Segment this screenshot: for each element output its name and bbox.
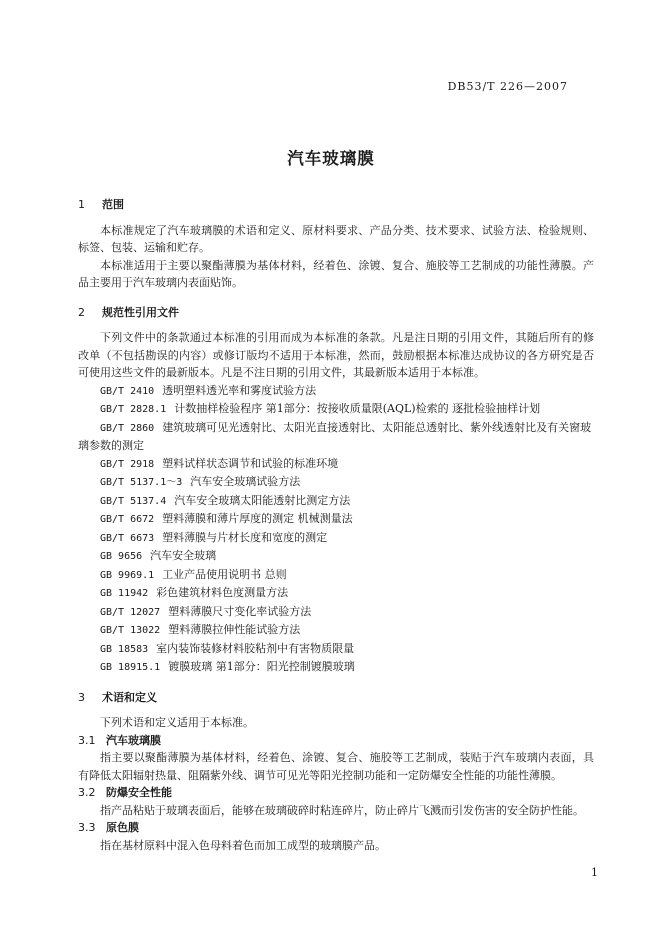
- reference-code: GB/T 2410: [100, 385, 155, 397]
- reference-code: GB 18583: [100, 643, 149, 655]
- section-3-heading: [78, 689, 594, 707]
- reference-code: GB/T 6672: [100, 514, 155, 525]
- reference-title: 汽车安全玻璃试验方法: [190, 475, 301, 488]
- section-3-intro: 下列术语和定义适用于本标准。: [100, 716, 254, 729]
- reference-code: GB/T 2860: [100, 422, 155, 434]
- section-2-heading: [78, 304, 594, 322]
- reference-item: [78, 473, 594, 492]
- section-title: 规范性引用文件: [102, 305, 179, 319]
- reference-title: 透明塑料透光率和雾度试验方法: [162, 383, 317, 397]
- reference-title: 镀膜玻璃 第1部分：阳光控制镀膜玻璃: [168, 660, 355, 673]
- reference-item: [78, 382, 594, 401]
- term-title: 原色膜: [106, 821, 139, 834]
- document-body: [78, 196, 594, 854]
- term-number: 3.1: [78, 733, 96, 747]
- reference-code: GB/T 13022: [100, 625, 161, 636]
- reference-title: 计数抽样检验程序 第1部分：按接收质量限(AQL)检索的 逐批检验抽样计划: [174, 402, 541, 415]
- document-code: DB53/T 226—2007: [447, 80, 568, 93]
- reference-title: 室内装饰装修材料胶粘剂中有害物质限量: [156, 641, 355, 655]
- reference-code: GB/T 12027: [100, 606, 161, 618]
- term-definition: 指在基材原料中混入色母料着色而加工成型的玻璃膜产品。: [100, 838, 386, 852]
- reference-title: 塑料薄膜与片材长度和宽度的测定: [162, 530, 328, 544]
- reference-title: 塑料薄膜尺寸变化率试验方法: [168, 604, 312, 618]
- reference-item: [78, 510, 594, 529]
- reference-item: [78, 584, 594, 603]
- reference-code: GB/T 2918: [100, 458, 155, 470]
- reference-item: [78, 529, 594, 548]
- term-definition: 指产品粘贴于玻璃表面后，能够在玻璃破碎时粘连碎片，防止碎片飞溅而引发伤害的安全防护性能。: [100, 803, 584, 817]
- reference-code: GB/T 5137.1～3: [100, 477, 183, 488]
- section-1-paragraph: 本标准适用于主要以聚酯薄膜为基体材料，经着色、涂镀、复合、施胶等工艺制成的功能性薄膜。产品主要用于汽车玻璃内表面贴饰。: [78, 258, 594, 289]
- section-2-intro: 下列文件中的条款通过本标准的引用而成为本标准的条款。凡是注日期的引用文件，其随后所有的修改单（不包括勘误的内容）或修订版均不适用于本标准，然而，鼓励根据本标准达成协议的各方研究是否可使用这些文件的最新版本。凡是不注日期的引用文件，其最新版本适用于本标准。: [78, 331, 594, 379]
- section-number: 1: [78, 198, 85, 211]
- term-heading: [78, 732, 594, 750]
- reference-item: [78, 566, 594, 585]
- reference-code: GB/T 6673: [100, 532, 155, 544]
- page-title: 汽车玻璃膜: [287, 149, 375, 168]
- reference-title: 建筑玻璃可见光透射比、太阳光直接透射比、太阳能总透射比、紫外线透射比及有关窗玻璃参数的测定: [78, 420, 592, 452]
- reference-item: [78, 658, 594, 677]
- reference-item: [78, 419, 594, 455]
- reference-code: GB 9969.1: [100, 569, 155, 581]
- section-number: 3: [78, 690, 85, 704]
- reference-title: 塑料试样状态调节和试验的标准环境: [162, 456, 339, 470]
- term-number: 3.3: [78, 821, 96, 834]
- term-heading: [78, 784, 594, 802]
- reference-item: [78, 492, 594, 511]
- reference-code: GB 11942: [100, 588, 149, 599]
- term-heading: [78, 819, 594, 837]
- reference-item: [78, 400, 594, 419]
- section-title: 术语和定义: [102, 690, 157, 704]
- section-1-heading: [78, 196, 594, 214]
- page-number: 1: [591, 866, 598, 879]
- reference-title: 塑料薄膜拉伸性能试验方法: [168, 623, 301, 636]
- reference-code: GB 18915.1: [100, 662, 161, 673]
- reference-code: GB/T 5137.4: [100, 495, 167, 507]
- reference-title: 塑料薄膜和薄片厚度的测定 机械测量法: [162, 512, 353, 525]
- reference-title: 彩色建筑材料色度测量方法: [156, 586, 289, 599]
- reference-item: [78, 640, 594, 659]
- term-title: 防爆安全性能: [106, 786, 172, 799]
- reference-title: 汽车安全玻璃太阳能透射比测定方法: [174, 493, 351, 507]
- reference-item: [78, 547, 594, 566]
- reference-item: [78, 621, 594, 640]
- term-title: 汽车玻璃膜: [106, 733, 161, 747]
- term-definition: 指主要以聚酯薄膜为基体材料，经着色、涂镀、复合、施胶等工艺制成，装贴于汽车玻璃内表面，具有降低太阳辐射热量、阻隔紫外线、调节可见光等阳光控制功能和一定防爆安全性能的功能性薄膜。: [78, 751, 594, 782]
- section-number: 2: [78, 305, 85, 319]
- reference-item: [78, 603, 594, 622]
- reference-title: 工业产品使用说明书 总则: [162, 567, 287, 581]
- reference-item: [78, 455, 594, 474]
- section-1-paragraph: 本标准规定了汽车玻璃膜的术语和定义、原材料要求、产品分类、技术要求、试验方法、检验规则、标签、包装、运输和贮存。: [78, 223, 594, 254]
- term-number: 3.2: [78, 786, 96, 799]
- reference-code: GB 9656: [100, 551, 143, 562]
- section-title: 范围: [102, 198, 124, 211]
- reference-title: 汽车安全玻璃: [150, 549, 217, 562]
- reference-code: GB/T 2828.1: [100, 404, 167, 415]
